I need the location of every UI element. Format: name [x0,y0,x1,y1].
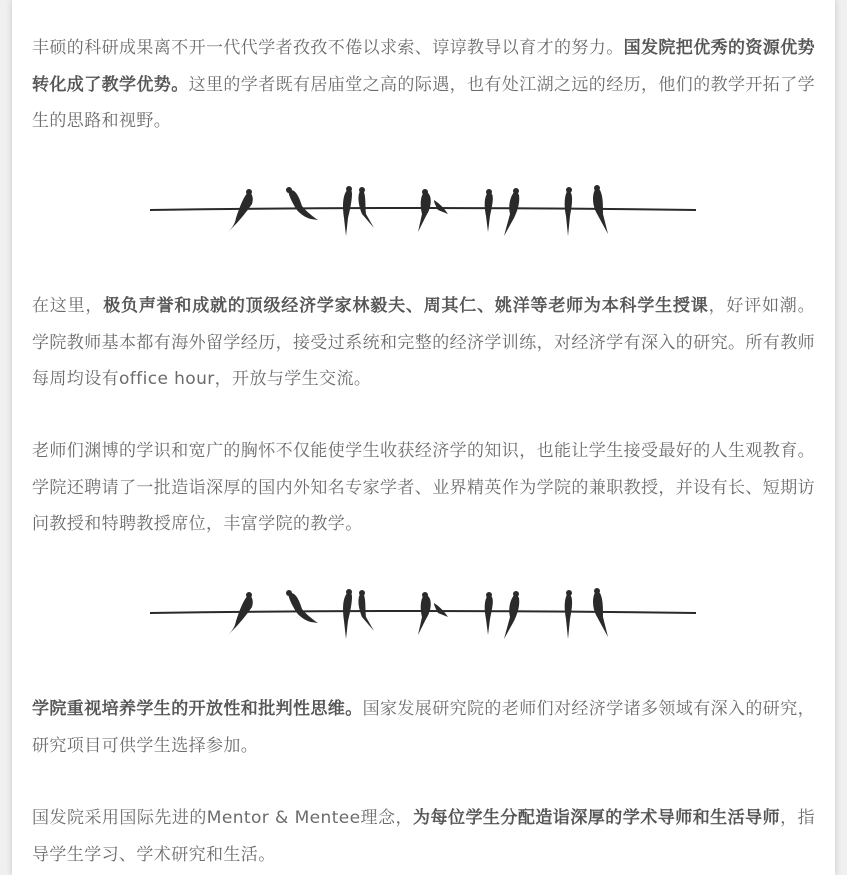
paragraph-4 [32,691,815,764]
para-2-bold-1: 极负声誉和成就的顶级经济学家林毅夫、周其仁、姚洋等老师为本科学生授课 [103,296,709,316]
para-5-text-2: ，指导学生学习、学术研究和生活。 [32,808,815,865]
para-3-text-1: 老师们渊博的学识和宽广的胸怀不仅能使学生收获经济学的知识，也能让学生接受最好的人生观教育。学院还聘请了一批造诣深厚的国内外知名专家学者、业界精英作为学院的兼职教授，并设有长、短期访问教授和特聘教授席位，丰富学院的教学。 [32,441,815,534]
para-1-text-1: 丰硕的科研成果离不开一代代学者孜孜不倦以求索、谆谆教导以育才的努力。 [32,38,624,58]
paragraph-2 [32,288,815,398]
para-1-bold-1: 国发院把优秀的资源优势转化成了教学优势。 [32,38,816,95]
para-5-text-1: 国发院采用国际先进的Mentor & Mentee理念， [32,808,413,828]
para-4-text-1: 国家发展研究院的老师们对经济学诸多领域有深入的研究，研究项目可供学生选择参加。 [32,699,816,756]
paragraph-1 [32,30,815,140]
paragraph-3 [32,433,815,543]
article-page [12,0,835,875]
para-2-text-2: ，好评如潮。学院教师基本都有海外留学经历，接受过系统和完整的经济学训练，对经济学有深入的研究。所有教师每周均设有office hour，开放与学生交流。 [32,296,815,389]
para-2-text-1: 在这里， [32,296,104,316]
birds-on-wire-divider-icon [148,583,700,643]
para-5-bold-1: 为每位学生分配造诣深厚的学术导师和生活导师 [413,808,781,828]
para-1-text-2: 这里的学者既有居庙堂之高的际遇，也有处江湖之远的经历，他们的教学开拓了学生的思路和视野。 [32,74,816,131]
para-4-bold-1: 学院重视培养学生的开放性和批判性思维。 [32,699,363,719]
birds-on-wire-divider-icon [148,180,700,240]
paragraph-5 [32,800,815,873]
